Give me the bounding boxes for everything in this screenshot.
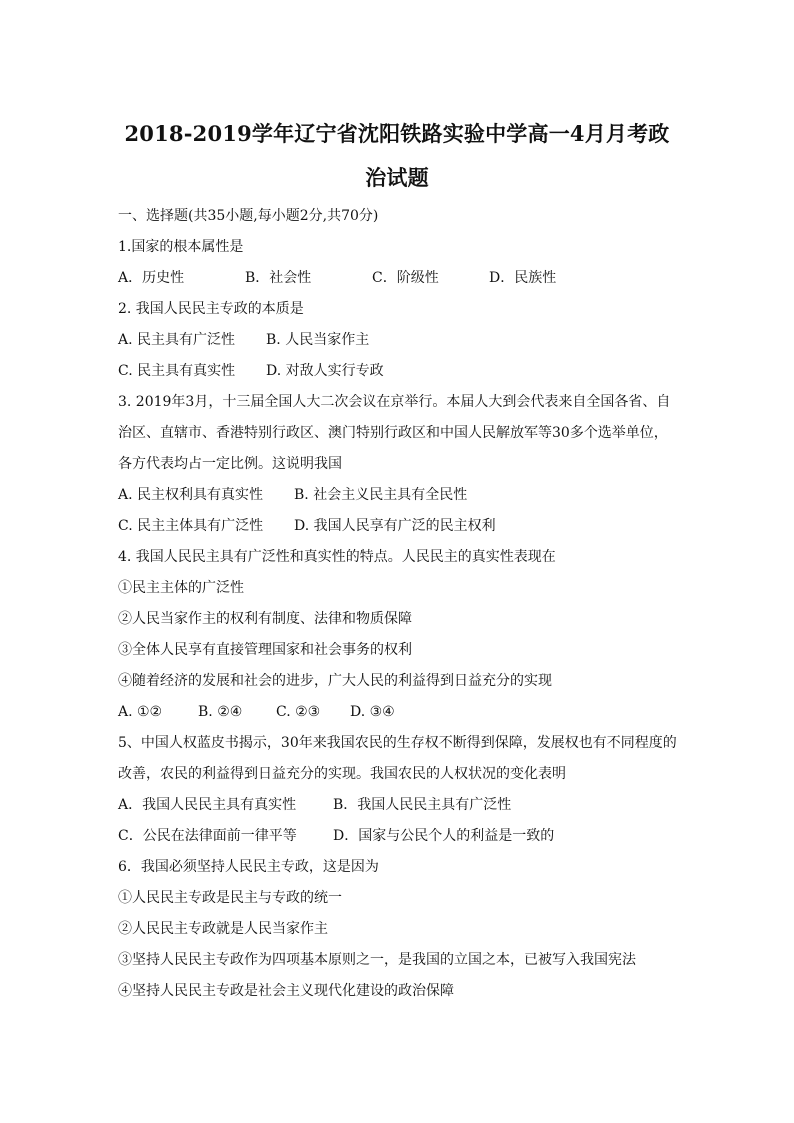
- question-6-statement-2: ②人民民主专政就是人民当家作主: [118, 921, 328, 937]
- question-3-option-b: B. 社会主义民主具有全民性: [294, 487, 468, 503]
- question-1-option-b: B．社会性: [245, 270, 312, 286]
- document-title-line-2: 治试题: [365, 165, 429, 190]
- question-3-stem-line-2: 治区、直辖市、香港特别行政区、澳门特别行政区和中国人民解放军等30多个选举单位，: [118, 425, 668, 441]
- question-3-stem-line-3: 各方代表均占一定比例。这说明我国: [118, 456, 342, 472]
- question-2-option-d: D. 对敌人实行专政: [266, 363, 384, 379]
- question-3-option-d: D. 我国人民享有广泛的民主权利: [294, 518, 496, 534]
- question-2-stem: 2. 我国人民民主专政的本质是: [118, 301, 304, 317]
- question-6-statement-1: ①人民民主专政是民主与专政的统一: [118, 890, 342, 906]
- question-5-option-a: A．我国人民民主具有真实性: [118, 797, 297, 813]
- question-1-option-c: C．阶级性: [372, 270, 439, 286]
- section-heading: 一、选择题(共35小题,每小题2分,共70分): [118, 208, 379, 224]
- question-1-option-d: D．民族性: [489, 270, 557, 286]
- question-2-option-c: C. 民主具有真实性: [118, 363, 236, 379]
- question-1-stem: 1.国家的根本属性是: [118, 239, 244, 255]
- document-title-line-1: 2018-2019学年辽宁省沈阳铁路实验中学高一4月月考政: [124, 121, 670, 146]
- question-4-option-b: B. ②④: [198, 704, 243, 720]
- question-4-option-c: C. ②③: [276, 704, 321, 720]
- question-4-statement-2: ②人民当家作主的权利有制度、法律和物质保障: [118, 611, 412, 627]
- question-5-option-d: D．国家与公民个人的利益是一致的: [333, 828, 555, 844]
- question-6-statement-4: ④坚持人民民主专政是社会主义现代化建设的政治保障: [118, 983, 454, 999]
- question-4-statement-3: ③全体人民享有直接管理国家和社会事务的权利: [118, 642, 412, 658]
- question-1-option-a: A．历史性: [118, 270, 185, 286]
- question-5-option-b: B．我国人民民主具有广泛性: [333, 797, 512, 813]
- question-4-option-a: A. ①②: [118, 704, 163, 720]
- question-4-option-d: D. ③④: [350, 704, 395, 720]
- question-3-option-a: A. 民主权利具有真实性: [118, 487, 264, 503]
- question-2-option-b: B. 人民当家作主: [266, 332, 370, 348]
- question-5-stem-line-1: 5、中国人权蓝皮书揭示，30年来我国农民的生存权不断得到保障，发展权也有不同程度的: [118, 735, 677, 751]
- question-5-option-c: C．公民在法律面前一律平等: [118, 828, 297, 844]
- question-5-stem-line-2: 改善，农民的利益得到日益充分的实现。我国农民的人权状况的变化表明: [118, 766, 566, 782]
- question-4-statement-4: ④随着经济的发展和社会的进步，广大人民的利益得到日益充分的实现: [118, 673, 552, 689]
- question-4-stem: 4. 我国人民民主具有广泛性和真实性的特点。人民民主的真实性表现在: [118, 549, 556, 565]
- question-3-stem-line-1: 3. 2019年3月，十三届全国人大二次会议在京举行。本届人大到会代表来自全国各省、自: [118, 394, 671, 410]
- question-2-option-a: A. 民主具有广泛性: [118, 332, 236, 348]
- question-4-statement-1: ①民主主体的广泛性: [118, 580, 244, 596]
- question-3-option-c: C. 民主主体具有广泛性: [118, 518, 264, 534]
- question-6-statement-3: ③坚持人民民主专政作为四项基本原则之一，是我国的立国之本，已被写入我国宪法: [118, 952, 636, 968]
- question-6-stem: 6．我国必须坚持人民民主专政，这是因为: [118, 859, 379, 875]
